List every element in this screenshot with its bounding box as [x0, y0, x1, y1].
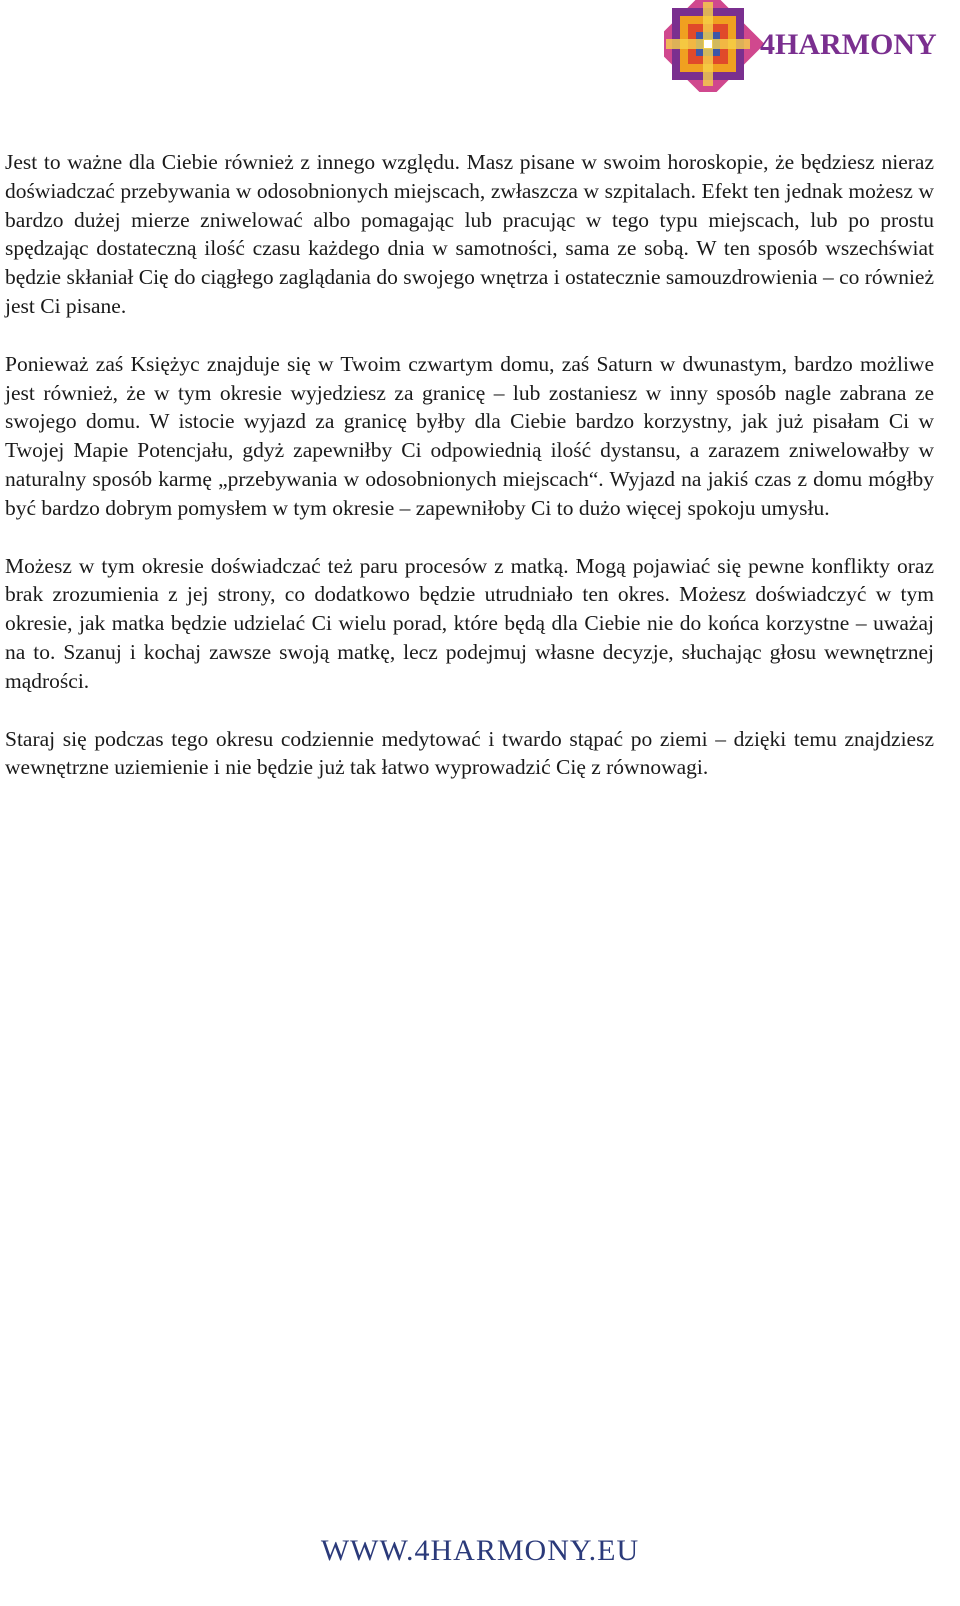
paragraph-1: Jest to ważne dla Ciebie również z innego względu. Masz pisane w swoim horoskopie, że będziesz nieraz doświadczać przebywania w odosobnionych miejscach, zwłaszcza w szpitalach. Efekt ten jednak możesz w bardzo dużej mierze zniwelować albo pomagając lub pracując w tego typu miejscach, lub po prostu spędzając dostateczną ilość czasu każdego dnia w samotności, sama ze sobą. W ten sposób wszechświat będzie skłaniał Cię do ciągłego zaglądania do swojego wnętrza i ostatecznie samouzdrowienia – co również jest Ci pisane.	[5, 150, 934, 318]
footer-url: WWW.4HARMONY.EU	[320, 1534, 640, 1567]
logo-wordmark: 4HARMONY	[760, 28, 937, 61]
brand-logo	[664, 0, 954, 92]
document-body	[5, 148, 934, 811]
harmony-logo-icon	[664, 0, 954, 92]
paragraph-3: Możesz w tym okresie doświadczać też paru procesów z matką. Mogą pojawiać się pewne konflikty oraz brak zrozumienia z jej strony, co dodatkowo będzie utrudniało ten okres. Możesz doświadczyć w tym okresie, jak matka będzie udzielać Ci wielu porad, które będą dla Ciebie nie do końca korzystne – uważaj na to. Szanuj i kochaj zawsze swoją matkę, lecz podejmuj własne decyzje, słuchając głosu wewnętrznej mądrości.	[5, 553, 934, 693]
paragraph-2: Ponieważ zaś Księżyc znajduje się w Twoim czwartym domu, zaś Saturn w dwunastym, bardzo możliwe jest również, że w tym okresie wyjedziesz za granicę – lub zostaniesz w inny sposób nagle zabrana ze swojego domu. W istocie wyjazd za granicę byłby dla Ciebie bardzo korzystny, jak już pisałam Ci w Twojej Mapie Potencjału, gdyż zapewniłby Ci odpowiednią ilość dystansu, a zarazem zniwelowałby w naturalny sposób karmę „przebywania w odosobnionych miejscach“. Wyjazd na jakiś czas z domu mógłby być bardzo dobrym pomysłem w tym okresie – zapewniłoby Ci to dużo więcej spokoju umysłu.	[5, 351, 934, 520]
paragraph-4: Staraj się podczas tego okresu codziennie medytować i twardo stąpać po ziemi – dzięki temu znajdziesz wewnętrzne uziemienie i nie będzie już tak łatwo wyprowadzić Cię z równowagi.	[5, 726, 934, 780]
